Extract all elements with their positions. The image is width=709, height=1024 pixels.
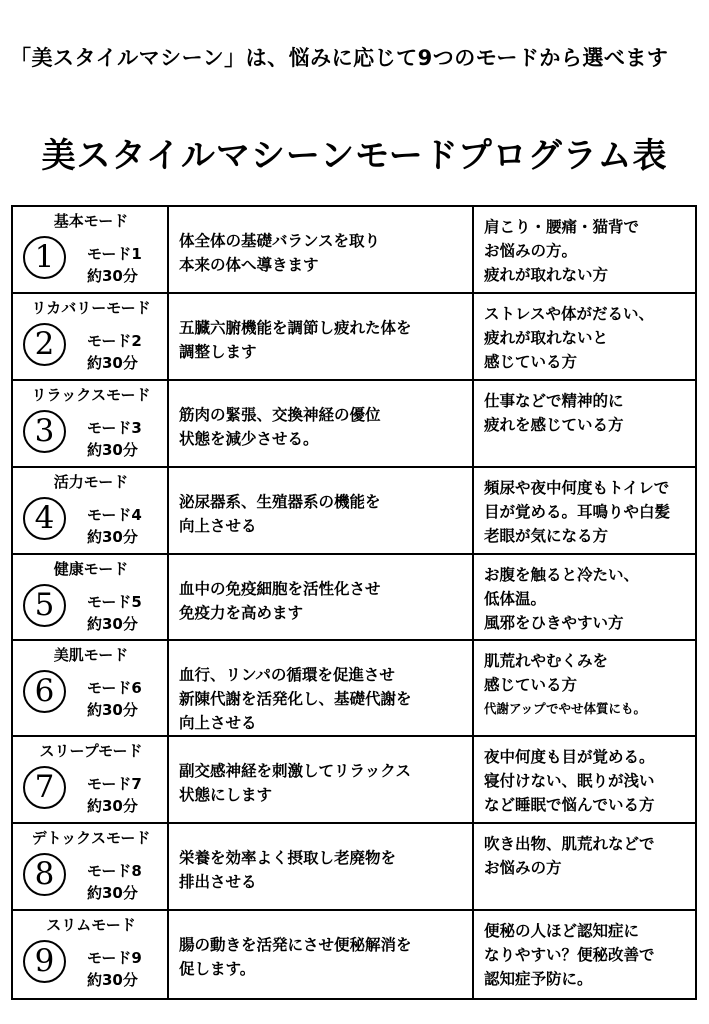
target-line: 夜中何度も目が覚める。 bbox=[484, 748, 655, 767]
mode-number: 1 bbox=[34, 239, 55, 275]
mode-description-cell bbox=[169, 468, 474, 555]
mode-duration: 約30分 bbox=[87, 527, 138, 546]
mode-description-cell bbox=[169, 737, 474, 824]
mode-number: 8 bbox=[34, 856, 55, 893]
mode-number-circle bbox=[23, 410, 66, 453]
mode-target-cell bbox=[474, 294, 695, 381]
mode-label: モード3 bbox=[87, 418, 142, 437]
mode-target-cell bbox=[474, 824, 695, 911]
mode-label: モード9 bbox=[87, 949, 142, 968]
target-line: 認知症予防に。 bbox=[484, 970, 593, 989]
target-line: ストレスや体がだるい、 bbox=[484, 304, 655, 323]
description-line: 状態を減少させる。 bbox=[179, 429, 319, 448]
description-line: 栄養を効率よく摂取し老廃物を bbox=[179, 849, 397, 868]
mode-name: リカバリーモード bbox=[31, 298, 151, 317]
target-line: 疲れを感じている方 bbox=[484, 415, 624, 434]
mode-cell bbox=[13, 555, 169, 642]
target-line: 疲れが取れないと bbox=[484, 328, 609, 347]
mode-number-circle bbox=[23, 670, 66, 713]
mode-duration: 約30分 bbox=[87, 971, 138, 990]
mode-cell bbox=[13, 641, 169, 737]
description-line: 副交感神経を刺激してリラックス bbox=[179, 762, 412, 781]
mode-label: モード5 bbox=[87, 592, 142, 611]
description-line: 新陳代謝を活発化し、基礎代謝を bbox=[179, 690, 412, 709]
mode-description-cell bbox=[169, 911, 474, 998]
mode-name: スリムモード bbox=[46, 916, 136, 935]
mode-number-circle bbox=[23, 940, 66, 983]
mode-target-cell bbox=[474, 911, 695, 998]
page-title: 美スタイルマシーンモードプログラム表 bbox=[41, 136, 668, 176]
mode-number-circle bbox=[23, 584, 66, 627]
mode-duration: 約30分 bbox=[87, 353, 138, 372]
description-line: 調整します bbox=[179, 342, 257, 361]
mode-description-cell bbox=[169, 207, 474, 294]
target-line: 仕事などで精神的に bbox=[484, 391, 624, 410]
target-line: 風邪をひきやすい方 bbox=[484, 613, 624, 632]
mode-name: 基本モード bbox=[53, 212, 129, 230]
mode-number-circle bbox=[23, 323, 66, 366]
mode-duration: 約30分 bbox=[87, 267, 138, 285]
description-line: 五臓六腑機能を調節し疲れた体を bbox=[179, 318, 412, 337]
mode-number: 9 bbox=[34, 943, 55, 980]
mode-target-cell bbox=[474, 468, 695, 555]
mode-name: 健康モード bbox=[53, 559, 129, 578]
mode-description-cell bbox=[169, 381, 474, 468]
description-line: 腸の動きを活発にさせ便秘解消を bbox=[179, 936, 412, 955]
mode-duration: 約30分 bbox=[87, 884, 138, 903]
target-line: 低体温。 bbox=[484, 589, 547, 608]
mode-number: 2 bbox=[34, 325, 55, 362]
mode-label: モード6 bbox=[87, 679, 142, 698]
description-line: 排出させる bbox=[179, 873, 257, 892]
target-line: 吹き出物、肌荒れなどで bbox=[484, 835, 655, 854]
target-line: 感じている方 bbox=[484, 352, 578, 371]
description-line: 向上させる bbox=[179, 714, 257, 733]
target-line: 老眼が気になる方 bbox=[484, 526, 609, 545]
mode-program-table bbox=[11, 205, 697, 1000]
target-line: 寝付けない、眠りが浅い bbox=[484, 772, 655, 791]
mode-label: モード4 bbox=[87, 505, 142, 524]
mode-number: 3 bbox=[34, 412, 55, 449]
target-line: 頻尿や夜中何度もトイレで bbox=[484, 478, 670, 497]
mode-number-circle bbox=[23, 853, 66, 896]
mode-target-cell bbox=[474, 207, 695, 294]
target-line: 肌荒れやむくみを bbox=[484, 652, 609, 671]
description-line: 血中の免疫細胞を活性化させ bbox=[179, 579, 381, 598]
intro-text: 「美スタイルマシーン」は、悩みに応じて9つのモードから選べます bbox=[10, 46, 669, 70]
mode-target-cell bbox=[474, 555, 695, 642]
target-line: お悩みの方 bbox=[484, 859, 562, 878]
mode-label: モード2 bbox=[87, 331, 142, 350]
target-line: 目が覚める。耳鳴りや白髪 bbox=[484, 502, 671, 521]
mode-target-cell bbox=[474, 641, 695, 737]
mode-number: 7 bbox=[34, 769, 55, 806]
mode-duration: 約30分 bbox=[87, 797, 138, 816]
description-line: 血行、リンパの循環を促進させ bbox=[179, 666, 395, 685]
mode-number-circle bbox=[23, 236, 66, 279]
mode-number-circle bbox=[23, 497, 66, 540]
mode-cell bbox=[13, 381, 169, 468]
mode-name: デトックスモード bbox=[31, 829, 151, 848]
description-line: 本来の体へ導きます bbox=[179, 256, 319, 274]
mode-duration: 約30分 bbox=[87, 440, 138, 459]
mode-target-cell bbox=[474, 737, 695, 824]
mode-number-circle bbox=[23, 766, 66, 809]
mode-label: モード1 bbox=[87, 245, 142, 263]
mode-cell bbox=[13, 824, 169, 911]
mode-number: 5 bbox=[34, 586, 55, 623]
target-line: 肩こり・腰痛・猫背で bbox=[484, 218, 640, 236]
mode-description-cell bbox=[169, 641, 474, 737]
mode-cell bbox=[13, 294, 169, 381]
target-line: 疲れが取れない方 bbox=[484, 266, 609, 284]
target-line: なりやすい？便秘改善で bbox=[484, 946, 655, 965]
mode-target-cell bbox=[474, 381, 695, 468]
description-line: 免疫力を高めます bbox=[179, 603, 304, 622]
mode-label: モード8 bbox=[87, 862, 142, 881]
mode-name: 活力モード bbox=[53, 472, 129, 491]
mode-duration: 約30分 bbox=[87, 701, 138, 720]
target-note: 代謝アップでやせ体質にも。 bbox=[484, 701, 647, 717]
mode-name: スリープモード bbox=[39, 742, 143, 761]
target-line: お悩みの方。 bbox=[484, 242, 578, 260]
mode-description-cell bbox=[169, 824, 474, 911]
target-line: 感じている方 bbox=[484, 676, 578, 695]
description-line: 向上させる bbox=[179, 516, 257, 535]
mode-description-cell bbox=[169, 294, 474, 381]
mode-cell bbox=[13, 737, 169, 824]
mode-number: 6 bbox=[34, 673, 55, 710]
mode-cell bbox=[13, 207, 169, 294]
target-line: など睡眠で悩んでいる方 bbox=[484, 796, 655, 815]
mode-name: 美肌モード bbox=[53, 646, 129, 665]
description-line: 泌尿器系、生殖器系の機能を bbox=[179, 492, 381, 511]
mode-number: 4 bbox=[34, 499, 55, 536]
mode-duration: 約30分 bbox=[87, 614, 138, 633]
description-line: 体全体の基礎バランスを取り bbox=[179, 232, 381, 250]
mode-cell bbox=[13, 468, 169, 555]
description-line: 筋肉の緊張、交換神経の優位 bbox=[179, 405, 381, 424]
mode-label: モード7 bbox=[87, 775, 142, 794]
mode-cell bbox=[13, 911, 169, 998]
target-line: お腹を触ると冷たい、 bbox=[484, 565, 640, 584]
mode-name: リラックスモード bbox=[31, 385, 151, 404]
description-line: 状態にします bbox=[179, 786, 273, 805]
mode-description-cell bbox=[169, 555, 474, 642]
target-line: 便秘の人ほど認知症に bbox=[484, 922, 640, 941]
description-line: 促します。 bbox=[179, 960, 256, 979]
